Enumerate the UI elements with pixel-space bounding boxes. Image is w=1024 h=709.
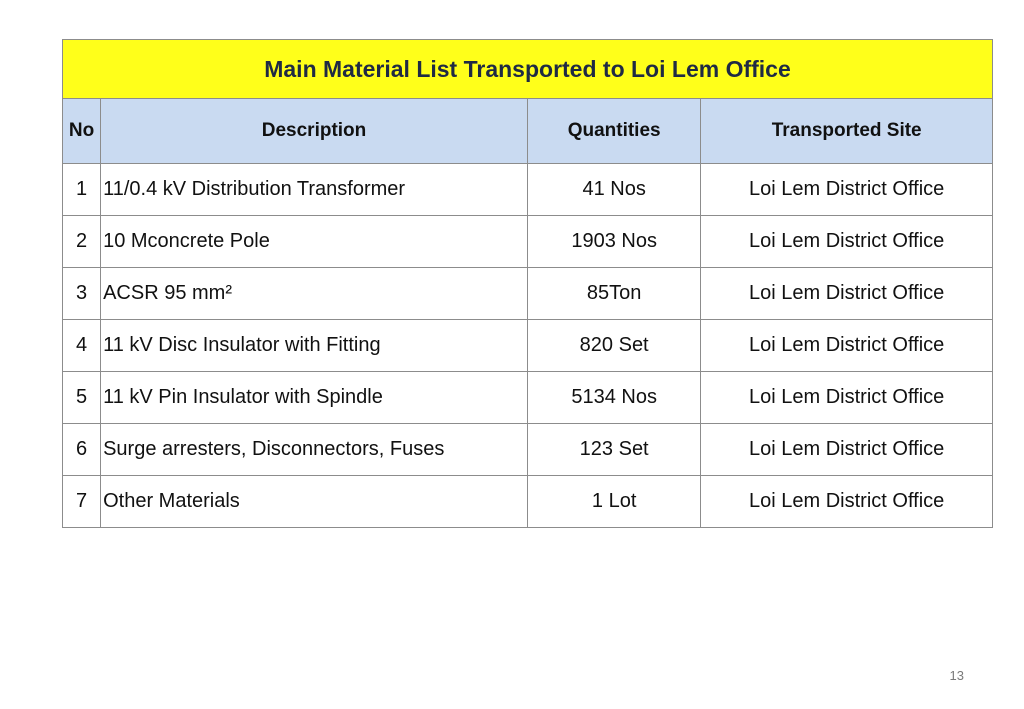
table-row [63, 216, 993, 268]
page-title: Main Material List Transported to Loi Lem Office [63, 40, 993, 99]
row-number: 2 [63, 216, 101, 268]
row-description: Surge arresters, Disconnectors, Fuses [101, 424, 528, 476]
table-header-row [63, 99, 993, 164]
row-site: Loi Lem District Office [701, 320, 993, 372]
row-number: 5 [63, 372, 101, 424]
row-quantity: 85Ton [527, 268, 700, 320]
header-description: Description [101, 99, 528, 164]
row-number: 1 [63, 164, 101, 216]
header-transported-site: Transported Site [701, 99, 993, 164]
row-quantity: 1 Lot [527, 476, 700, 528]
material-table [62, 39, 993, 528]
row-description: ACSR 95 mm² [101, 268, 528, 320]
row-quantity: 1903 Nos [527, 216, 700, 268]
row-site: Loi Lem District Office [701, 424, 993, 476]
row-number: 4 [63, 320, 101, 372]
row-site: Loi Lem District Office [701, 164, 993, 216]
table-row [63, 268, 993, 320]
title-row [63, 40, 993, 99]
page-number: 13 [949, 668, 964, 683]
row-quantity: 41 Nos [527, 164, 700, 216]
row-description: 11/0.4 kV Distribution Transformer [101, 164, 528, 216]
row-number: 7 [63, 476, 101, 528]
table-row [63, 372, 993, 424]
table-row [63, 164, 993, 216]
row-description: Other Materials [101, 476, 528, 528]
row-site: Loi Lem District Office [701, 268, 993, 320]
row-number: 6 [63, 424, 101, 476]
row-site: Loi Lem District Office [701, 372, 993, 424]
row-quantity: 123 Set [527, 424, 700, 476]
row-description: 11 kV Disc Insulator with Fitting [101, 320, 528, 372]
row-quantity: 820 Set [527, 320, 700, 372]
row-description: 10 Mconcrete Pole [101, 216, 528, 268]
header-no: No [63, 99, 101, 164]
header-quantities: Quantities [527, 99, 700, 164]
table-row [63, 424, 993, 476]
row-description: 11 kV Pin Insulator with Spindle [101, 372, 528, 424]
row-site: Loi Lem District Office [701, 216, 993, 268]
table-row [63, 320, 993, 372]
table-row [63, 476, 993, 528]
row-quantity: 5134 Nos [527, 372, 700, 424]
row-number: 3 [63, 268, 101, 320]
row-site: Loi Lem District Office [701, 476, 993, 528]
